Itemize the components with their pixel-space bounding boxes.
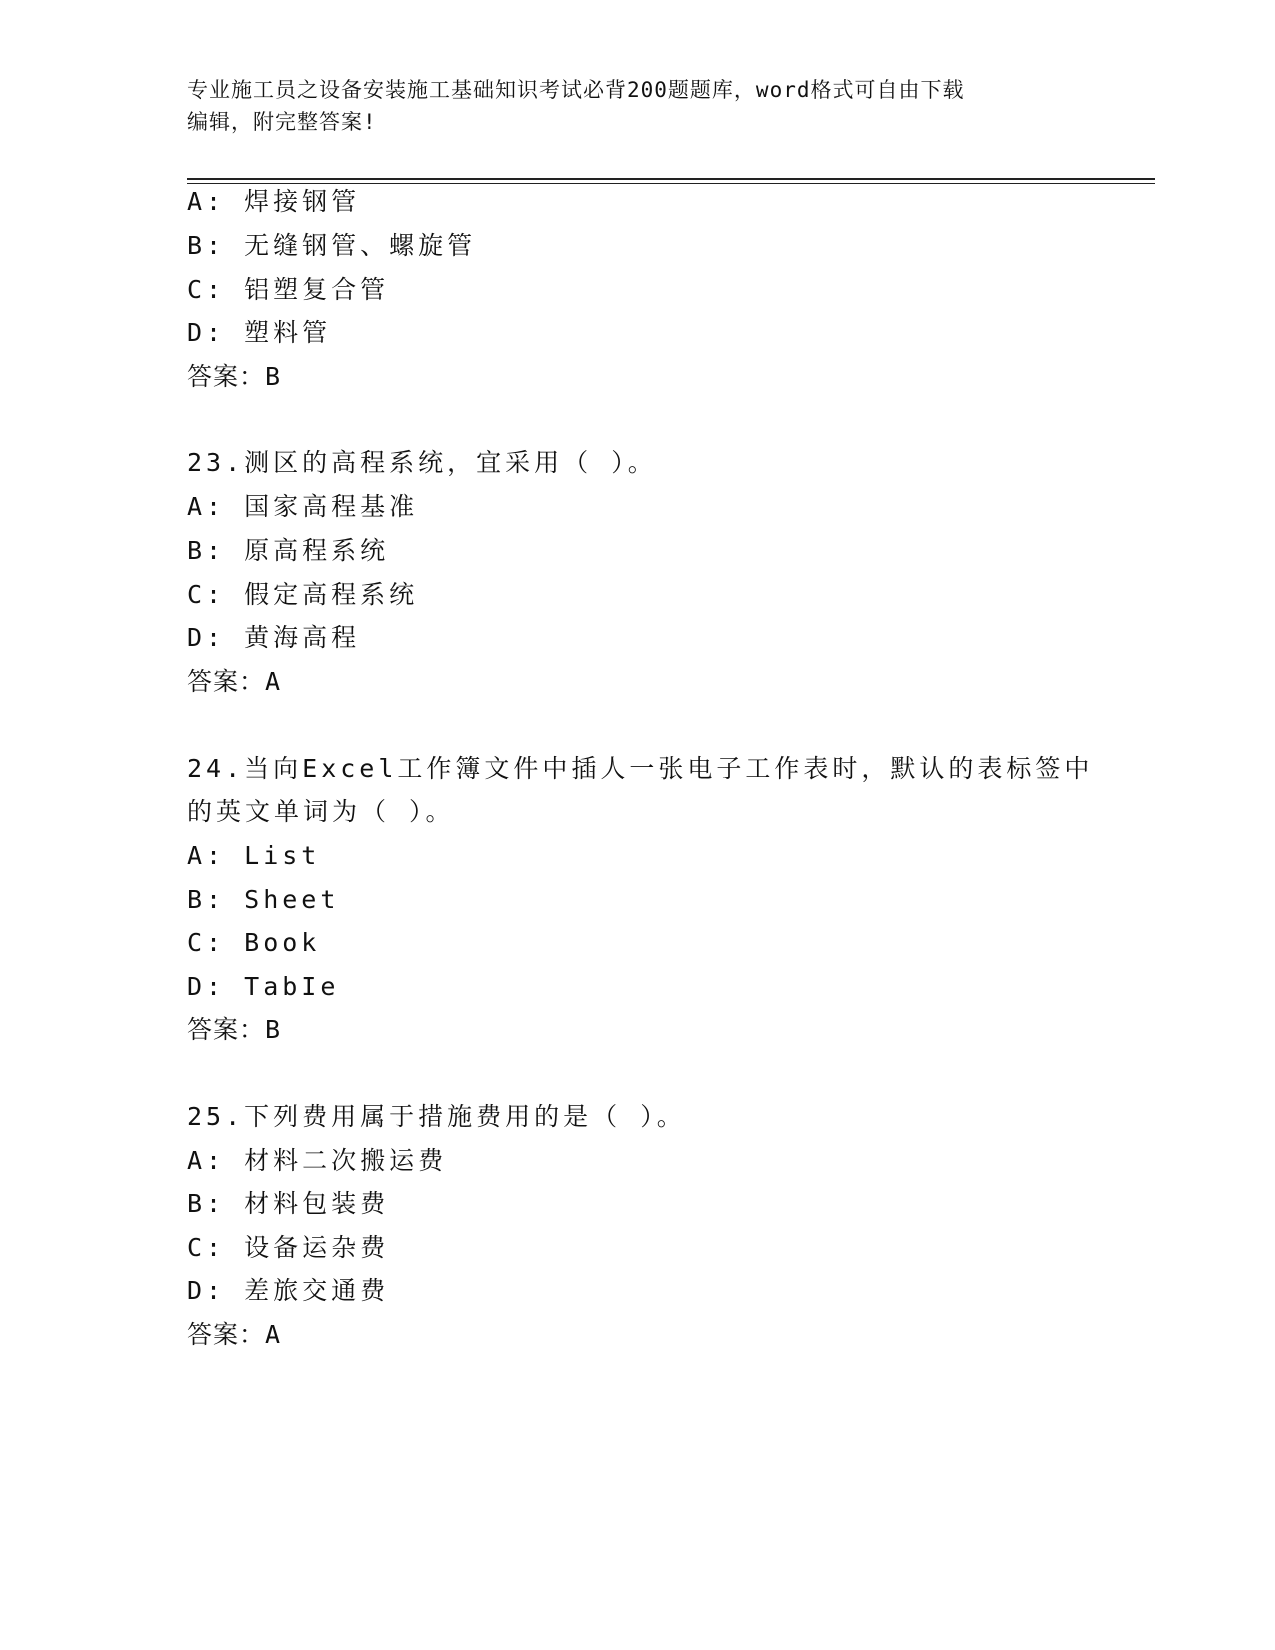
q22-option-a: A: 焊接钢管 xyxy=(187,187,361,216)
q25-option-d: D: 差旅交通费 xyxy=(187,1276,390,1305)
q22-option-d: D: 塑料管 xyxy=(187,318,332,347)
q23-option-c: C: 假定高程系统 xyxy=(187,580,419,609)
q25-option-c: C: 设备运杂费 xyxy=(187,1233,390,1262)
q24-option-a: A: List xyxy=(187,841,321,870)
q24-stem-line-1: 24.当向Excel工作簿文件中插人一张电子工作表时，默认的表标签中 xyxy=(187,754,1094,783)
q24-stem-line-2: 的英文单词为（ ）。 xyxy=(187,797,455,826)
q23-option-d: D: 黄海高程 xyxy=(187,623,361,652)
q25-answer: 答案：A xyxy=(187,1320,282,1349)
header-divider-thin xyxy=(187,183,1155,184)
header-title-line-1: 专业施工员之设备安装施工基础知识考试必背200题题库，word格式可自由下载 xyxy=(187,78,965,102)
q24-option-d: D: TabIe xyxy=(187,972,340,1001)
q25-stem: 25.下列费用属于措施费用的是（ ）。 xyxy=(187,1102,686,1131)
header-title-line-2: 编辑，附完整答案! xyxy=(187,110,377,134)
q23-option-b: B: 原高程系统 xyxy=(187,536,390,565)
q22-answer: 答案：B xyxy=(187,362,282,391)
q24-option-c: C: Book xyxy=(187,928,321,957)
header-divider-thick xyxy=(187,178,1155,180)
q22-option-c: C: 铝塑复合管 xyxy=(187,275,390,304)
q22-option-b: B: 无缝钢管、螺旋管 xyxy=(187,231,477,260)
q25-option-a: A: 材料二次搬运费 xyxy=(187,1146,448,1175)
q24-option-b: B: Sheet xyxy=(187,885,340,914)
q25-option-b: B: 材料包装费 xyxy=(187,1189,390,1218)
document-header xyxy=(187,74,1067,138)
q23-stem: 23.测区的高程系统，宜采用（ ）。 xyxy=(187,448,657,477)
q24-answer: 答案：B xyxy=(187,1015,282,1044)
q23-option-a: A: 国家高程基准 xyxy=(187,492,419,521)
q23-answer: 答案：A xyxy=(187,667,282,696)
